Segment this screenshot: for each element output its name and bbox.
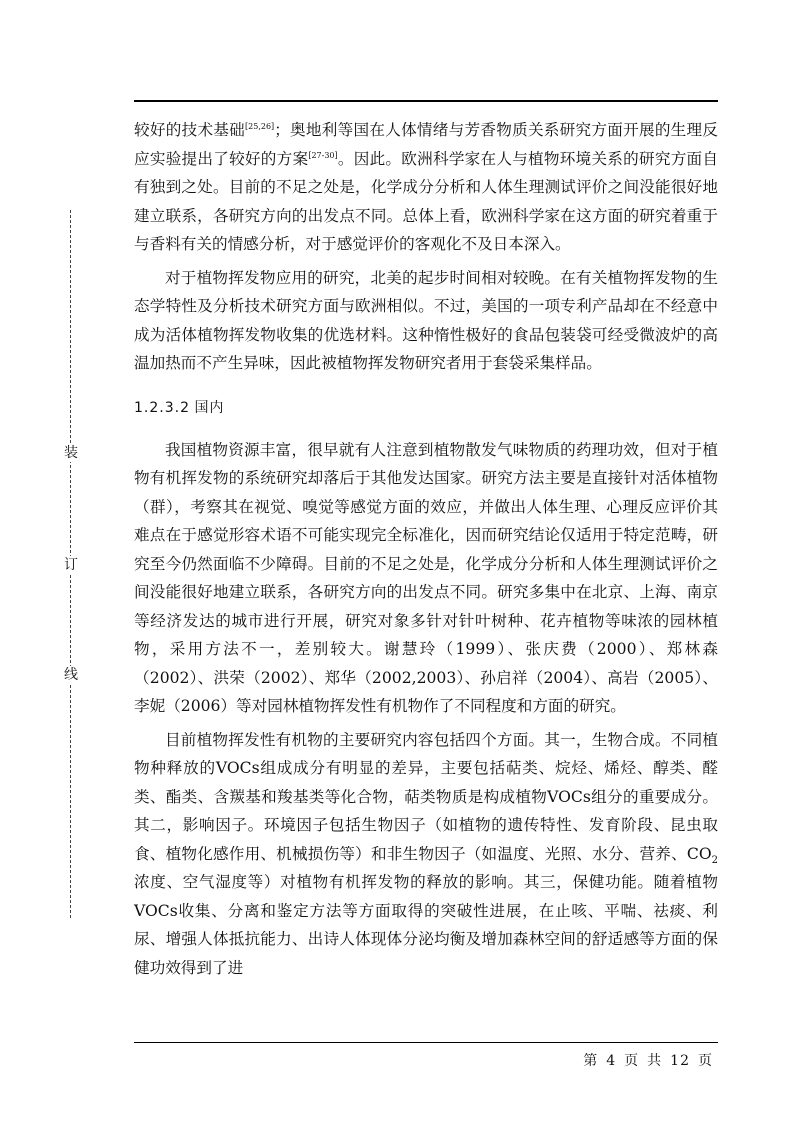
section-title: 国内 [194,399,225,416]
paragraph-europe: 较好的技术基础[25,26]；奥地利等国在人体情绪与芳香物质关系研究方面开展的生理反应实验提出了较好的方案[27-30]。因此。欧洲科学家在人与植物环境关系的研究方面自有独到之处。目前的不足之处是，化学成分分析和人体生理测试评价之间没能很好地建立联系，各研究方向的出发点不同。总体上看，欧洲科学家在这方面的研究着重于与香料有关的情感分析，对于感觉评价的客观化不及日本深入。 [134,121,718,253]
section-number: 1.2.3.2 [134,399,190,416]
paragraph-domestic: 我国植物资源丰富，很早就有人注意到植物散发气味物质的药理功效，但对于植物有机挥发物的系统研究却落后于其他发达国家。研究方法主要是直接针对活体植物（群），考察其在视觉、嗅觉等感觉方面的效应，并做出人体生理、心理反应评价其难点在于感觉形容术语不可能实现完全标准化，因而研究结论仅适用于特定范畴，研究至今仍然面临不少障碍。目前的不足之处是，化学成分分析和人体生理测试评价之间没能很好地建立联系，各研究方向的出发点不同。研究多集中在北京、上海、南京等经济发达的城市进行开展，研究对象多针对针叶树种、花卉植物等味浓的园林植物，采用方法不一，差别较大。谢慧玲（1999）、张庆费（2000）、郑林森（2002）、洪荣（2002）、郑华（2002,2003）、孙启祥（2004）、高岩（2005）、李妮（2006）等对园林植物挥发性有机物作了不同程度和方面的研究。 [134,440,718,715]
binding-mark-ding: 订 [60,556,82,574]
page-total: 12 [670,1053,690,1069]
paragraph-north-america: 对于植物挥发物应用的研究，北美的起步时间相对较晚。在有关植物挥发物的生态学特性及分析技术研究方面与欧洲相似。不过，美国的一项专利产品却在不经意中成为活体植物挥发物收集的优选材料。这种惰性极好的食品包装袋可经受微波炉的高温加热而不产生异味，因此被植物挥发物研究者用于套袋采集样品。 [134,268,718,372]
footer-rule [134,1042,718,1043]
binding-mark-xian: 线 [60,666,82,684]
page-body [134,116,718,982]
page-footer: 第 4 页 共 12 页 [583,1053,713,1069]
paragraph-research-content: 目前植物挥发性有机物的主要研究内容包括四个方面。其一，生物合成。不同植物种释放的VOCs组成成分有明显的差异，主要包括萜类、烷烃、烯烃、醇类、醛类、酯类、含羰基和羧基类等化合物，萜类物质是构成植物VOCs组分的重要成分。其二，影响因子。环境因子包括生物因子（如植物的遗传特性、发育阶段、昆虫取食、植物化感作用、机械损伤等）和非生物因子（如温度、光照、水分、营养、$CO_2$浓度、空气湿度等）对植物有机挥发物的释放的影响。其三，保健功能。随着植物VOCs收集、分离和鉴定方法等方面取得的突破性进展，在止咳、平喘、祛痰、利尿、增强人体抵抗能力、出诗人体现体分泌均衡及增加森林空间的舒适感等方面的保健功效得到了进 [134,730,718,977]
section-heading [134,398,718,418]
header-rule [134,100,718,102]
citation-27-30: [27-30] [308,150,338,160]
page-number: 4 [606,1053,617,1069]
binding-mark-zhuang: 装 [60,444,82,462]
binding-line [60,210,82,918]
citation-25-26: [25,26] [245,121,275,131]
